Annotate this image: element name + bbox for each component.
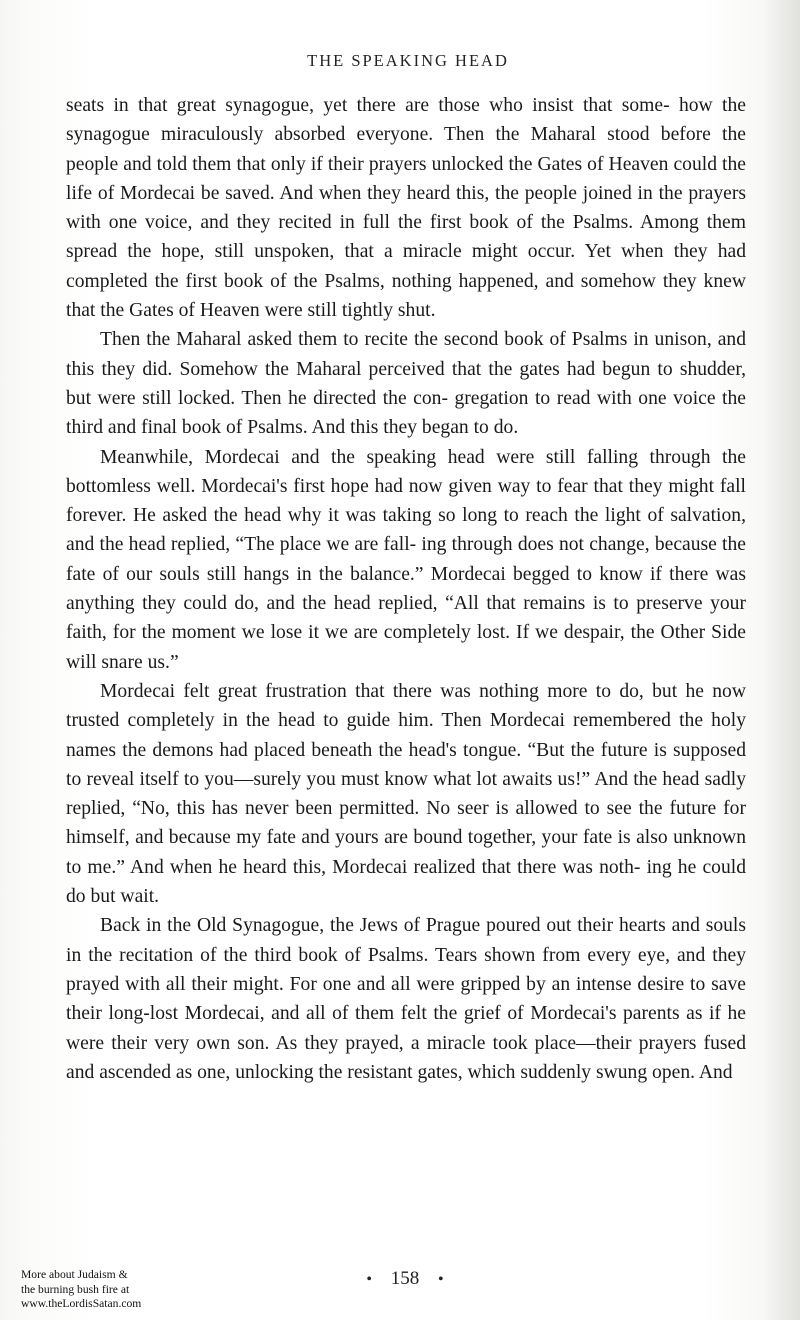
- folio-dot-right: •: [438, 1271, 444, 1288]
- body-text: [66, 91, 746, 1087]
- paragraph-4: Mordecai felt great frustration that there was nothing more to do, but he now trusted completely in the head to guide him. Then Mordecai remembered the holy names the demons had placed beneath the head's tongue. “But the future is supposed to reveal itself to you—surely you must know what lot awaits us!” And the head sadly replied, “No, this has never been permitted. No seer is allowed to see the future for himself, and because my fate and yours are bound together, your fate is also unknown to me.” And when he heard this, Mordecai realized that there was noth- ing he could do but wait.: [66, 680, 746, 908]
- paragraph-2: Then the Maharal asked them to recite the second book of Psalms in unison, and this they did. Somehow the Maharal perceived that the gates had begun to shudder, but were still locked. Then he directed the con- gregation to read with one voice the third and final book of Psalms. And this they began to do.: [66, 329, 746, 439]
- footer-note-line-1: More about Judaism &: [21, 1268, 128, 1281]
- paragraph-5: Back in the Old Synagogue, the Jews of Prague poured out their hearts and souls in the recitation of the third book of Psalms. Tears shown from every eye, and they prayed with all their might. For one and all were gripped by an intense desire to save their long-lost Mordecai, and all of them felt the grief of Mordecai's parents as if he were their very own son. As they prayed, a miracle took place—their prayers fused and ascended as one, unlocking the resistant gates, which suddenly swung open. And: [66, 915, 746, 1083]
- footer-note-url: www.theLordisSatan.com: [21, 1297, 142, 1310]
- folio-dot-left: •: [366, 1271, 372, 1288]
- footer-note: [21, 1268, 141, 1312]
- running-head: THE SPEAKING HEAD: [307, 51, 509, 70]
- paragraph-1: seats in that great synagogue, yet there are those who insist that some- how the synagogue miraculously absorbed everyone. Then the Maharal stood before the people and told them that only if their prayers unlocked the Gates of Heaven could the life of Mordecai be saved. And when they heard this, the people joined in the prayers with one voice, and they recited in full the first book of the Psalms. Among them spread the hope, still unspoken, that a miracle might occur. Yet when they had completed the first book of the Psalms, nothing happened, and somehow they knew that the Gates of Heaven were still tightly shut.: [66, 95, 746, 322]
- page-number: 158: [390, 1268, 420, 1289]
- paragraph-3: Meanwhile, Mordecai and the speaking head were still falling through the bottomless well. Mordecai's first hope had now given way to fear that they might fall forever. He asked the head why it was taking so long to reach the light of salvation, and the head replied, “The place we are fall- ing through does not change, because the fate of our souls still hangs in the balance.” Mordecai begged to know if there was anything they could do, and the head replied, “All that remains is to preserve your faith, for the moment we lose it we are completely lost. If we despair, the Other Side will snare us.”: [66, 446, 746, 673]
- footer-note-line-2: the burning bush fire at: [21, 1282, 130, 1296]
- page-edge-shadow: [764, 0, 800, 1320]
